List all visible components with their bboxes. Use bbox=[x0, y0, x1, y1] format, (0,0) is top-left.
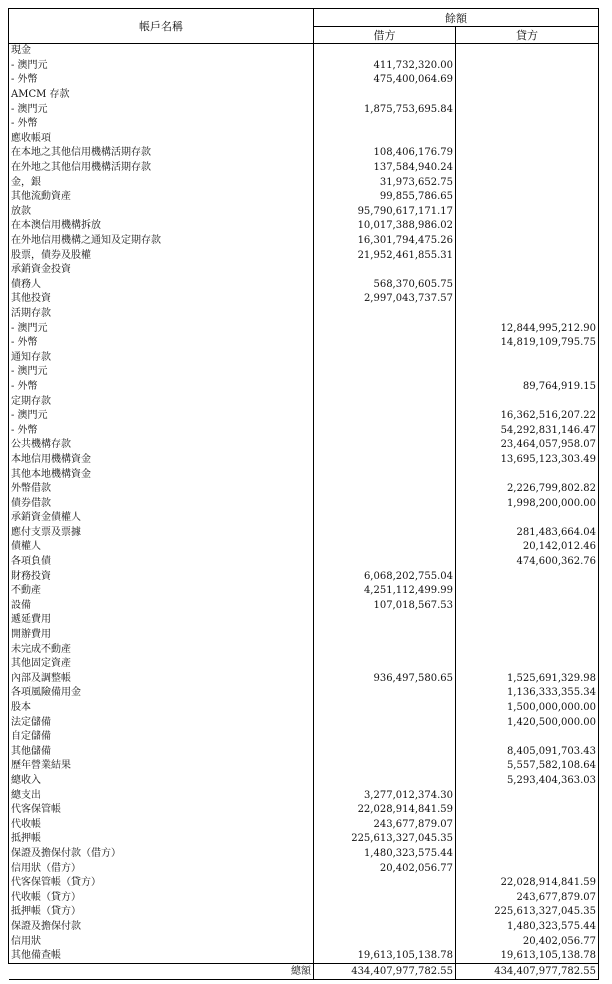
debit-cell bbox=[314, 350, 456, 365]
credit-cell: 1,525,691,329.98 bbox=[456, 672, 599, 687]
credit-cell bbox=[456, 394, 599, 409]
debit-cell: 3,277,012,374.30 bbox=[314, 788, 456, 803]
debit-cell: 411,732,320.00 bbox=[314, 59, 456, 74]
account-name-cell: - 外幣 bbox=[9, 423, 314, 438]
account-name-cell: 應收帳項 bbox=[9, 132, 314, 147]
credit-cell: 54,292,831,146.47 bbox=[456, 423, 599, 438]
account-name-cell: 金，銀 bbox=[9, 175, 314, 190]
credit-cell bbox=[456, 365, 599, 380]
table-row bbox=[9, 890, 599, 905]
debit-cell bbox=[314, 890, 456, 905]
table-row bbox=[9, 365, 599, 380]
credit-cell: 281,483,664.04 bbox=[456, 526, 599, 541]
debit-cell bbox=[314, 642, 456, 657]
credit-cell bbox=[456, 205, 599, 220]
account-name-cell: 自定儲備 bbox=[9, 730, 314, 745]
debit-cell bbox=[314, 745, 456, 760]
account-name-cell: 保證及擔保付款 bbox=[9, 920, 314, 935]
table-row bbox=[9, 190, 599, 205]
table-row bbox=[9, 540, 599, 555]
table-row bbox=[9, 730, 599, 745]
table-row bbox=[9, 496, 599, 511]
table-row bbox=[9, 248, 599, 263]
debit-cell: 21,952,461,855.31 bbox=[314, 248, 456, 263]
table-row bbox=[9, 920, 599, 935]
credit-cell: 474,600,362.76 bbox=[456, 555, 599, 570]
table-row bbox=[9, 59, 599, 74]
table-row bbox=[9, 146, 599, 161]
table-header bbox=[9, 9, 599, 44]
table-row bbox=[9, 759, 599, 774]
account-name-header: 帳戶名稱 bbox=[9, 9, 314, 44]
credit-header: 貸方 bbox=[456, 27, 599, 44]
credit-cell bbox=[456, 292, 599, 307]
debit-cell: 10,017,388,986.02 bbox=[314, 219, 456, 234]
table-row bbox=[9, 817, 599, 832]
debit-cell bbox=[314, 774, 456, 789]
debit-cell: 20,402,056.77 bbox=[314, 861, 456, 876]
credit-cell bbox=[456, 642, 599, 657]
debit-cell: 225,613,327,045.35 bbox=[314, 832, 456, 847]
account-name-cell: 各項風險備用金 bbox=[9, 686, 314, 701]
credit-cell bbox=[456, 847, 599, 862]
credit-cell bbox=[456, 307, 599, 322]
credit-cell: 16,362,516,207.22 bbox=[456, 409, 599, 424]
account-name-cell: 信用狀（借方） bbox=[9, 861, 314, 876]
debit-cell: 2,997,043,737.57 bbox=[314, 292, 456, 307]
table-row bbox=[9, 788, 599, 803]
table-row bbox=[9, 394, 599, 409]
account-name-cell: 債權人 bbox=[9, 540, 314, 555]
credit-cell: 1,420,500,000.00 bbox=[456, 715, 599, 730]
ledger-table bbox=[8, 8, 599, 980]
total-credit: 434,407,977,782.55 bbox=[456, 964, 599, 980]
credit-cell: 8,405,091,703.43 bbox=[456, 745, 599, 760]
debit-cell bbox=[314, 321, 456, 336]
account-name-cell: 其他儲備 bbox=[9, 745, 314, 760]
debit-cell: 4,251,112,499.99 bbox=[314, 584, 456, 599]
debit-cell: 936,497,580.65 bbox=[314, 672, 456, 687]
credit-cell bbox=[456, 88, 599, 103]
credit-cell bbox=[456, 278, 599, 293]
account-name-cell: 活期存款 bbox=[9, 307, 314, 322]
account-name-cell: 財務投資 bbox=[9, 569, 314, 584]
account-name-cell: - 澳門元 bbox=[9, 409, 314, 424]
account-name-cell: 不動產 bbox=[9, 584, 314, 599]
account-name-cell: 定期存款 bbox=[9, 394, 314, 409]
table-row bbox=[9, 847, 599, 862]
account-name-cell: 在外地信用機構之通知及定期存款 bbox=[9, 234, 314, 249]
debit-cell bbox=[314, 380, 456, 395]
table-row bbox=[9, 321, 599, 336]
account-name-cell: 歷年營業結果 bbox=[9, 759, 314, 774]
debit-cell bbox=[314, 438, 456, 453]
debit-cell bbox=[314, 467, 456, 482]
table-row bbox=[9, 774, 599, 789]
account-name-cell: 代客保管帳 bbox=[9, 803, 314, 818]
credit-cell: 20,402,056.77 bbox=[456, 934, 599, 949]
account-name-cell: 應付支票及票據 bbox=[9, 526, 314, 541]
credit-cell bbox=[456, 263, 599, 278]
table-row bbox=[9, 599, 599, 614]
account-name-cell: - 外幣 bbox=[9, 380, 314, 395]
balance-header: 餘額 bbox=[314, 9, 599, 27]
debit-cell: 22,028,914,841.59 bbox=[314, 803, 456, 818]
table-row bbox=[9, 219, 599, 234]
account-name-cell: 在外地之其他信用機構活期存款 bbox=[9, 161, 314, 176]
debit-cell bbox=[314, 701, 456, 716]
total-row bbox=[9, 964, 599, 980]
credit-cell: 13,695,123,303.49 bbox=[456, 453, 599, 468]
table-row bbox=[9, 175, 599, 190]
debit-cell bbox=[314, 555, 456, 570]
account-name-cell: 債務人 bbox=[9, 278, 314, 293]
account-name-cell: 代客保管帳（貸方） bbox=[9, 876, 314, 891]
debit-cell bbox=[314, 657, 456, 672]
debit-cell bbox=[314, 540, 456, 555]
table-row bbox=[9, 336, 599, 351]
debit-cell bbox=[314, 905, 456, 920]
debit-cell bbox=[314, 715, 456, 730]
account-name-cell: 通知存款 bbox=[9, 350, 314, 365]
table-row bbox=[9, 555, 599, 570]
account-name-cell: 股本 bbox=[9, 701, 314, 716]
table-row bbox=[9, 672, 599, 687]
account-name-cell: 本地信用機構資金 bbox=[9, 453, 314, 468]
debit-cell: 6,068,202,755.04 bbox=[314, 569, 456, 584]
table-row bbox=[9, 467, 599, 482]
credit-cell bbox=[456, 599, 599, 614]
account-name-cell: 法定儲備 bbox=[9, 715, 314, 730]
table-row bbox=[9, 380, 599, 395]
account-name-cell: 在本澳信用機構拆放 bbox=[9, 219, 314, 234]
credit-cell bbox=[456, 59, 599, 74]
table-row bbox=[9, 132, 599, 147]
debit-cell bbox=[314, 876, 456, 891]
credit-cell: 20,142,012.46 bbox=[456, 540, 599, 555]
account-name-cell: 現金 bbox=[9, 44, 314, 59]
account-name-cell: AMCM 存款 bbox=[9, 88, 314, 103]
account-name-cell: 代收帳（貸方） bbox=[9, 890, 314, 905]
debit-cell: 19,613,105,138.78 bbox=[314, 949, 456, 964]
account-name-cell: - 外幣 bbox=[9, 336, 314, 351]
table-row bbox=[9, 161, 599, 176]
table-row bbox=[9, 701, 599, 716]
credit-cell: 1,998,200,000.00 bbox=[456, 496, 599, 511]
credit-cell: 22,028,914,841.59 bbox=[456, 876, 599, 891]
table-row bbox=[9, 511, 599, 526]
account-name-cell: 股票，債券及股權 bbox=[9, 248, 314, 263]
account-name-cell: 總支出 bbox=[9, 788, 314, 803]
debit-cell bbox=[314, 934, 456, 949]
account-name-cell: 其他流動資產 bbox=[9, 190, 314, 205]
debit-cell bbox=[314, 453, 456, 468]
credit-cell bbox=[456, 44, 599, 59]
table-row bbox=[9, 686, 599, 701]
table-row bbox=[9, 526, 599, 541]
table-row bbox=[9, 423, 599, 438]
account-name-cell: 在本地之其他信用機構活期存款 bbox=[9, 146, 314, 161]
table-row bbox=[9, 73, 599, 88]
credit-cell: 1,480,323,575.44 bbox=[456, 920, 599, 935]
account-name-cell: - 澳門元 bbox=[9, 59, 314, 74]
account-name-cell: - 澳門元 bbox=[9, 102, 314, 117]
table-row bbox=[9, 613, 599, 628]
table-row bbox=[9, 234, 599, 249]
total-debit: 434,407,977,782.55 bbox=[314, 964, 456, 980]
account-name-cell: 其他備查帳 bbox=[9, 949, 314, 964]
table-row bbox=[9, 438, 599, 453]
credit-cell bbox=[456, 161, 599, 176]
credit-cell: 5,557,582,108.64 bbox=[456, 759, 599, 774]
table-row bbox=[9, 350, 599, 365]
credit-cell: 89,764,919.15 bbox=[456, 380, 599, 395]
debit-cell: 99,855,786.65 bbox=[314, 190, 456, 205]
table-row bbox=[9, 584, 599, 599]
table-row bbox=[9, 905, 599, 920]
account-name-cell: 內部及調整帳 bbox=[9, 672, 314, 687]
debit-header: 借方 bbox=[314, 27, 456, 44]
account-name-cell: 承銷資金債權人 bbox=[9, 511, 314, 526]
debit-cell: 95,790,617,171.17 bbox=[314, 205, 456, 220]
debit-cell: 107,018,567.53 bbox=[314, 599, 456, 614]
account-name-cell: 放款 bbox=[9, 205, 314, 220]
credit-cell bbox=[456, 219, 599, 234]
account-name-cell: 其他本地機構資金 bbox=[9, 467, 314, 482]
debit-cell: 475,400,064.69 bbox=[314, 73, 456, 88]
debit-cell bbox=[314, 496, 456, 511]
credit-cell bbox=[456, 569, 599, 584]
credit-cell bbox=[456, 628, 599, 643]
table-row bbox=[9, 307, 599, 322]
table-row bbox=[9, 657, 599, 672]
credit-cell bbox=[456, 117, 599, 132]
debit-cell: 243,677,879.07 bbox=[314, 817, 456, 832]
credit-cell bbox=[456, 832, 599, 847]
debit-cell bbox=[314, 526, 456, 541]
credit-cell bbox=[456, 73, 599, 88]
credit-cell bbox=[456, 817, 599, 832]
credit-cell bbox=[456, 350, 599, 365]
debit-cell bbox=[314, 730, 456, 745]
account-name-cell: - 外幣 bbox=[9, 73, 314, 88]
debit-cell bbox=[314, 423, 456, 438]
account-name-cell: 承銷資金投資 bbox=[9, 263, 314, 278]
debit-cell bbox=[314, 365, 456, 380]
credit-cell bbox=[456, 803, 599, 818]
table-row bbox=[9, 292, 599, 307]
credit-cell: 1,500,000,000.00 bbox=[456, 701, 599, 716]
credit-cell bbox=[456, 584, 599, 599]
table-row bbox=[9, 876, 599, 891]
table-row bbox=[9, 715, 599, 730]
credit-cell: 243,677,879.07 bbox=[456, 890, 599, 905]
account-name-cell: 保證及擔保付款（借方） bbox=[9, 847, 314, 862]
account-name-cell: - 外幣 bbox=[9, 117, 314, 132]
credit-cell: 23,464,057,958.07 bbox=[456, 438, 599, 453]
total-label: 總額 bbox=[9, 964, 314, 980]
debit-cell bbox=[314, 920, 456, 935]
account-name-cell: 信用狀 bbox=[9, 934, 314, 949]
table-row bbox=[9, 628, 599, 643]
credit-cell: 19,613,105,138.78 bbox=[456, 949, 599, 964]
credit-cell bbox=[456, 175, 599, 190]
account-name-cell: 外幣借款 bbox=[9, 482, 314, 497]
table-row bbox=[9, 278, 599, 293]
debit-cell: 108,406,176.79 bbox=[314, 146, 456, 161]
credit-cell: 14,819,109,795.75 bbox=[456, 336, 599, 351]
debit-cell bbox=[314, 44, 456, 59]
debit-cell: 16,301,794,475.26 bbox=[314, 234, 456, 249]
credit-cell bbox=[456, 132, 599, 147]
account-name-cell: - 澳門元 bbox=[9, 321, 314, 336]
table-row bbox=[9, 569, 599, 584]
debit-cell: 1,875,753,695.84 bbox=[314, 102, 456, 117]
account-name-cell: 遞延費用 bbox=[9, 613, 314, 628]
table-row bbox=[9, 934, 599, 949]
debit-cell bbox=[314, 394, 456, 409]
table-row bbox=[9, 44, 599, 59]
credit-cell bbox=[456, 190, 599, 205]
account-name-cell: 抵押帳（貸方） bbox=[9, 905, 314, 920]
debit-cell bbox=[314, 117, 456, 132]
credit-cell: 1,136,333,355.34 bbox=[456, 686, 599, 701]
credit-cell bbox=[456, 861, 599, 876]
credit-cell bbox=[456, 613, 599, 628]
debit-cell: 137,584,940.24 bbox=[314, 161, 456, 176]
ledger-body bbox=[9, 44, 599, 964]
account-name-cell: 其他投資 bbox=[9, 292, 314, 307]
debit-cell bbox=[314, 482, 456, 497]
debit-cell bbox=[314, 511, 456, 526]
credit-cell: 225,613,327,045.35 bbox=[456, 905, 599, 920]
debit-cell: 31,973,652.75 bbox=[314, 175, 456, 190]
credit-cell bbox=[456, 467, 599, 482]
account-name-cell: 抵押帳 bbox=[9, 832, 314, 847]
debit-cell bbox=[314, 613, 456, 628]
account-name-cell: 債券借款 bbox=[9, 496, 314, 511]
account-name-cell: - 澳門元 bbox=[9, 365, 314, 380]
table-row bbox=[9, 102, 599, 117]
table-row bbox=[9, 745, 599, 760]
table-row bbox=[9, 409, 599, 424]
account-name-cell: 公共機構存款 bbox=[9, 438, 314, 453]
table-row bbox=[9, 263, 599, 278]
table-row bbox=[9, 88, 599, 103]
account-name-cell: 各項負債 bbox=[9, 555, 314, 570]
debit-cell bbox=[314, 307, 456, 322]
table-row bbox=[9, 803, 599, 818]
credit-cell: 2,226,799,802.82 bbox=[456, 482, 599, 497]
debit-cell bbox=[314, 409, 456, 424]
account-name-cell: 開辦費用 bbox=[9, 628, 314, 643]
debit-cell bbox=[314, 336, 456, 351]
table-row bbox=[9, 949, 599, 964]
table-row bbox=[9, 205, 599, 220]
credit-cell bbox=[456, 511, 599, 526]
account-name-cell: 其他固定資產 bbox=[9, 657, 314, 672]
account-name-cell: 未完成不動產 bbox=[9, 642, 314, 657]
debit-cell: 1,480,323,575.44 bbox=[314, 847, 456, 862]
credit-cell bbox=[456, 248, 599, 263]
table-row bbox=[9, 861, 599, 876]
table-row bbox=[9, 482, 599, 497]
debit-cell bbox=[314, 88, 456, 103]
account-name-cell: 總收入 bbox=[9, 774, 314, 789]
credit-cell bbox=[456, 146, 599, 161]
credit-cell bbox=[456, 788, 599, 803]
credit-cell bbox=[456, 234, 599, 249]
debit-cell bbox=[314, 759, 456, 774]
table-row bbox=[9, 453, 599, 468]
credit-cell bbox=[456, 730, 599, 745]
account-name-cell: 代收帳 bbox=[9, 817, 314, 832]
credit-cell: 5,293,404,363.03 bbox=[456, 774, 599, 789]
table-row bbox=[9, 642, 599, 657]
table-row bbox=[9, 832, 599, 847]
credit-cell: 12,844,995,212.90 bbox=[456, 321, 599, 336]
credit-cell bbox=[456, 102, 599, 117]
credit-cell bbox=[456, 657, 599, 672]
debit-cell bbox=[314, 628, 456, 643]
debit-cell bbox=[314, 263, 456, 278]
account-name-cell: 設備 bbox=[9, 599, 314, 614]
debit-cell bbox=[314, 132, 456, 147]
table-row bbox=[9, 117, 599, 132]
debit-cell: 568,370,605.75 bbox=[314, 278, 456, 293]
debit-cell bbox=[314, 686, 456, 701]
